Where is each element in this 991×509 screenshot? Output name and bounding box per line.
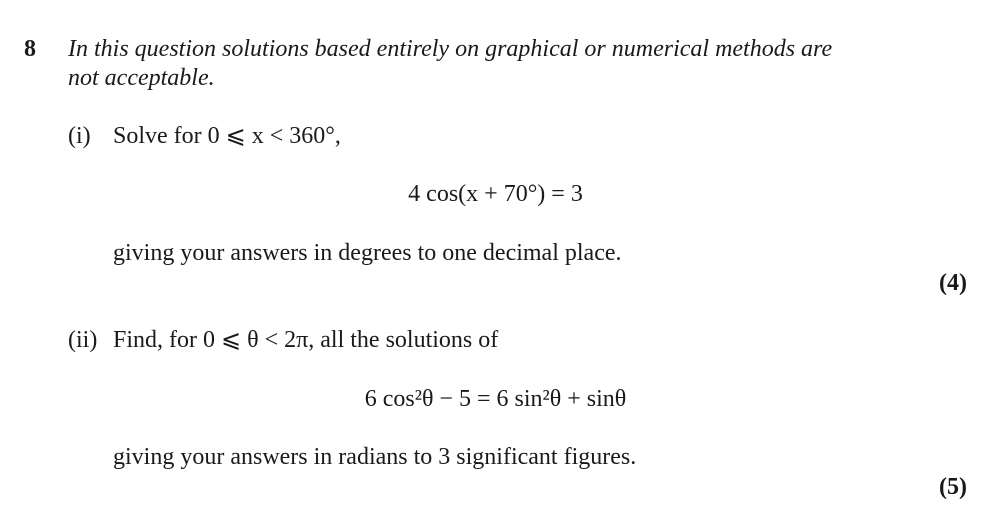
- part-i-equation: 4 cos(x + 70°) = 3: [408, 181, 583, 207]
- part-ii-marks: (5): [939, 474, 967, 500]
- part-ii-equation: 6 cos²θ − 5 = 6 sin²θ + sinθ: [364, 386, 627, 412]
- instruction-line-1: In this question solutions based entirely on graphical or numerical methods are: [68, 36, 833, 62]
- part-i-followup: giving your answers in degrees to one decimal place.: [113, 240, 622, 266]
- part-ii-prompt: Find, for 0 ⩽ θ < 2π, all the solutions of: [113, 327, 499, 353]
- part-ii-label: (ii): [68, 327, 98, 353]
- part-i-label: (i): [68, 123, 91, 149]
- part-i-prompt: Solve for 0 ⩽ x < 360°,: [113, 123, 341, 149]
- part-ii-followup: giving your answers in radians to 3 significant figures.: [113, 444, 637, 470]
- question-number: 8: [24, 36, 36, 62]
- instruction-line-2: not acceptable.: [68, 65, 215, 91]
- part-i-marks: (4): [939, 270, 967, 296]
